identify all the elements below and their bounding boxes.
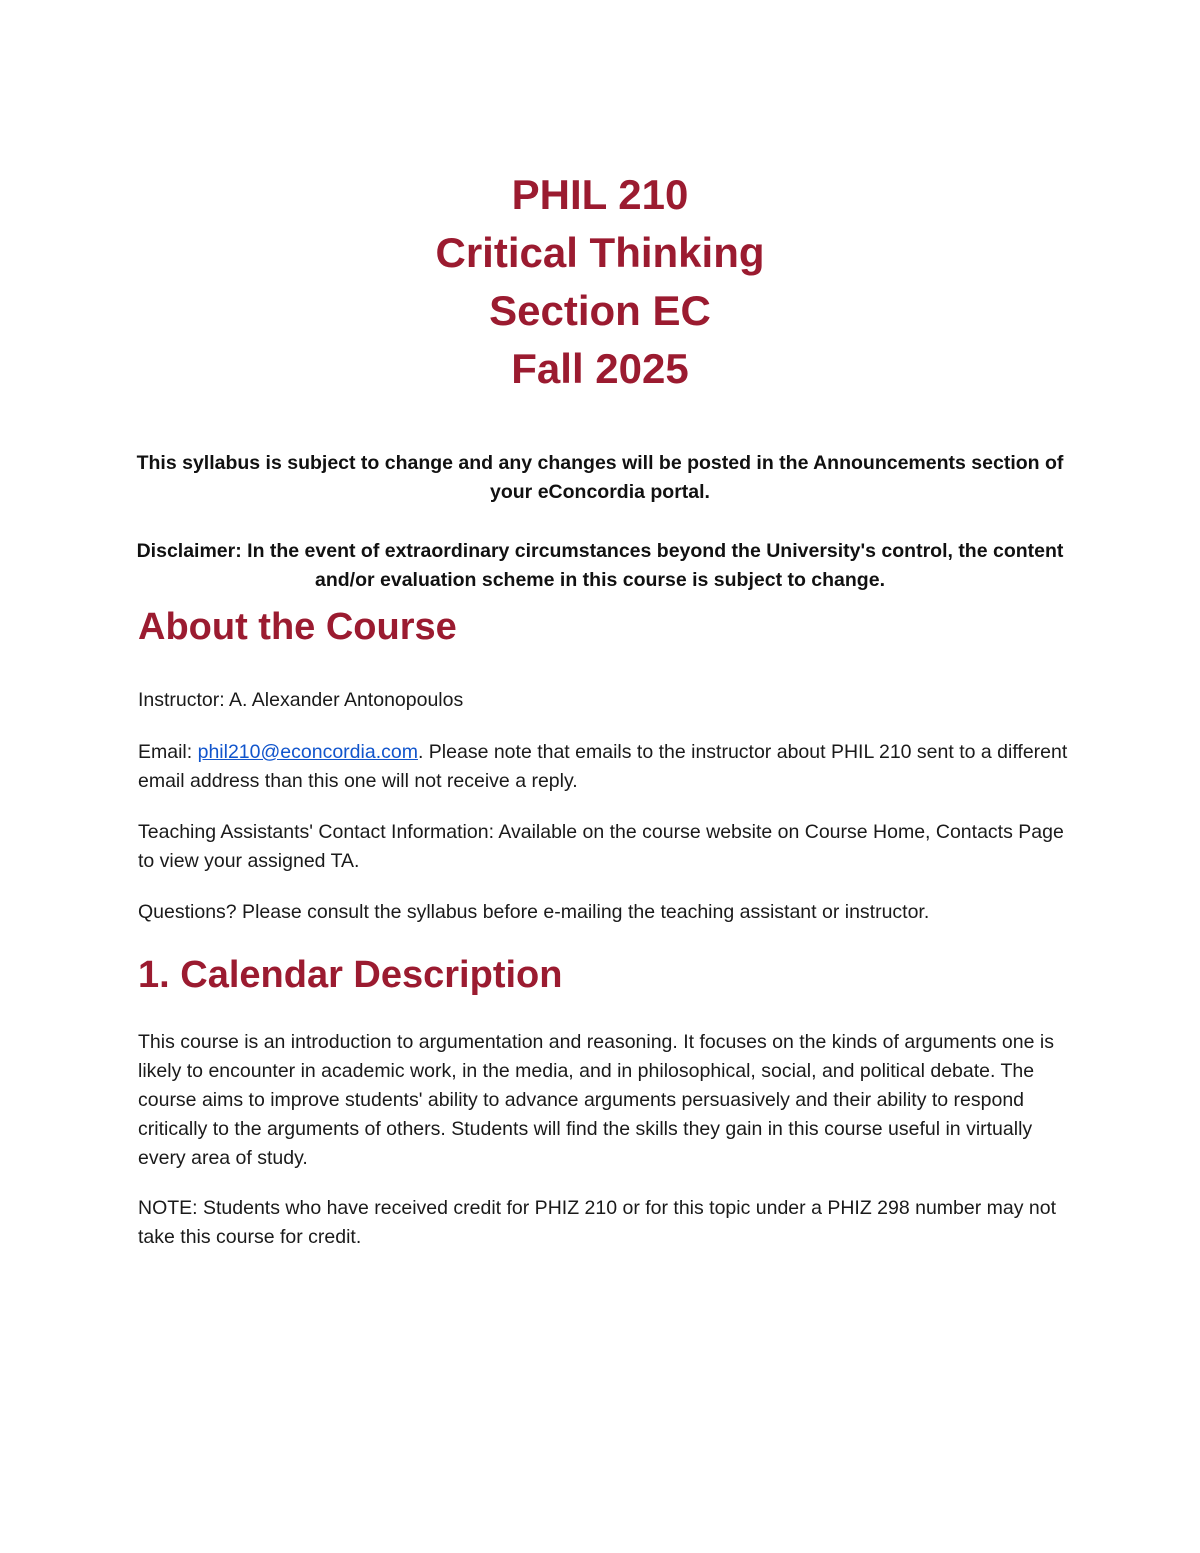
course-name: Critical Thinking xyxy=(435,229,765,276)
email-paragraph xyxy=(138,738,1068,796)
course-term: Fall 2025 xyxy=(511,345,689,392)
disclaimer-notice: Disclaimer: In the event of extraordinary circumstances beyond the University's control, the content and/or evaluation scheme in this course is subject to change. xyxy=(136,539,1064,591)
course-code: PHIL 210 xyxy=(511,171,689,218)
calendar-description-paragraph: This course is an introduction to argumentation and reasoning. It focuses on the kinds of arguments one is likely to encounter in academic work, in the media, and in philosophical, social, and political debate. The course aims to improve students' ability to advance arguments persuasively and their ability to respond critically to the arguments of others. Students will find the skills they gain in this course useful in virtually every area of study. xyxy=(138,1031,1054,1169)
course-section: Section EC xyxy=(489,287,711,334)
email-label: Email: xyxy=(138,741,198,763)
email-link[interactable]: phil210@econcordia.com xyxy=(197,741,418,763)
instructor-line: Instructor: A. Alexander Antonopoulos xyxy=(138,689,464,711)
credit-note-paragraph: NOTE: Students who have received credit for PHIZ 210 or for this topic under a PHIZ 298 number may not take this course for credit. xyxy=(138,1197,1057,1248)
about-course-heading: About the Course xyxy=(138,606,457,648)
change-notice: This syllabus is subject to change and any changes will be posted in the Announcements section of your eConcordia portal. xyxy=(136,451,1064,503)
ta-contact-paragraph: Teaching Assistants' Contact Information: Available on the course website on Course Home, Contacts Page to view your assigned TA. xyxy=(138,821,1064,872)
course-title-block xyxy=(0,166,1200,398)
email-note: . Please note that emails to the instructor about PHIL 210 sent to a different email address than this one will not receive a reply. xyxy=(138,741,1068,792)
questions-paragraph: Questions? Please consult the syllabus before e-mailing the teaching assistant or instructor. xyxy=(138,901,930,923)
calendar-description-heading: 1. Calendar Description xyxy=(138,954,563,996)
